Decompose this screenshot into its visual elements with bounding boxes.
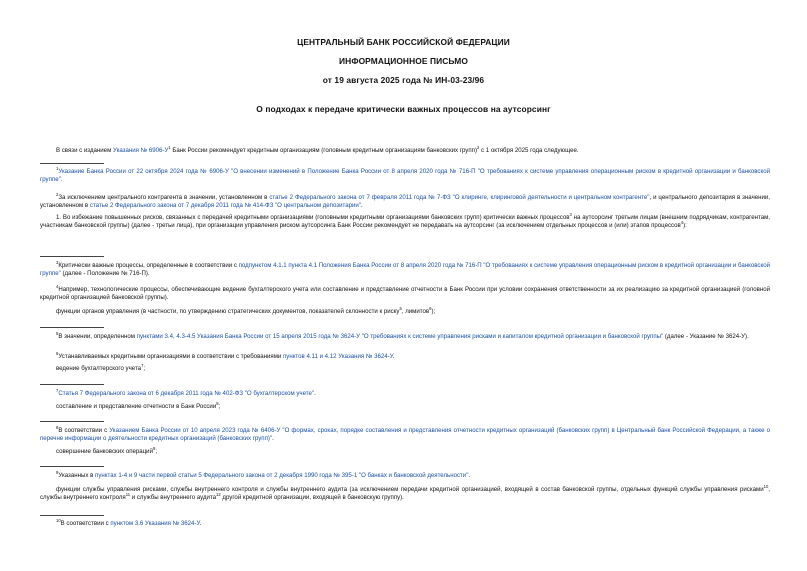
footnote-ref-2[interactable]: 2 (476, 144, 480, 150)
footnote-separator (40, 466, 104, 467)
footnote-ref-3[interactable]: 3 (569, 211, 572, 217)
footnote-separator (40, 163, 104, 164)
footnote-ref-12[interactable]: 12 (216, 491, 221, 497)
item-reporting-paragraph: составление и представление отчетности в Банк России$^8$; (56, 400, 221, 410)
footnote-separator (40, 515, 104, 516)
footnote-ref-1[interactable]: 1 (168, 144, 171, 150)
footnote-6: $^6$Устанавливаемых кредитными организациями в соответствии с требованиями пунктов 4.11 и 4.12 Указания № 3624-У. (56, 350, 395, 360)
footnote-8-link[interactable]: Указанием Банка России от 10 апреля 2023 года № 6406-У "О формах, сроках, порядке составления и представления отчетности кредитных организаций (банковских групп) в Центральный банк Российской Федерации, а также о перечне информации о деятельности кредитных организаций (банковских групп)" (40, 427, 770, 442)
footnote-ref-8[interactable]: 8 (216, 400, 219, 406)
footnote-ref-10[interactable]: 10 (763, 483, 769, 489)
footnote-ref-5[interactable]: 5 (399, 305, 402, 311)
footnote-6-link[interactable]: пунктов 4.11 и 4.12 Указания № 3624-У (282, 353, 393, 360)
footnote-ref-7[interactable]: 7 (141, 362, 144, 368)
footnote-5: $^5$В значении, определенном пунктами 3.4, 4.3-4.5 Указания Банка России от 15 апреля 2015 года № 3624-У "О требованиях к системе управления рисками и капиталом кредитной организации и банковской группы" (далее - Указание № 3624-У). (56, 330, 749, 340)
footnote-9-link[interactable]: пунктах 1-4 и 9 части первой статьи 5 Федерального закона от 2 декабря 1990 года № 395-1 "О банках и банковской деятельности" (95, 472, 469, 479)
footnote-9: $^9$Указанных в пунктах 1-4 и 9 части первой статьи 5 Федерального закона от 2 декабря 1990 года № 395-1 "О банках и банковской деятельности". (56, 469, 471, 479)
doc-type: ИНФОРМАЦИОННОЕ ПИСЬМО (339, 56, 468, 66)
footnote-10: $^{10}$В соответствии с пунктом 3.6 Указания № 3624-У. (56, 517, 202, 527)
footnote-7: $^7$Статья 7 Федерального закона от 6 декабря 2011 года № 402-ФЗ "О бухгалтерском учете". (56, 387, 316, 397)
footnote-2: $^2$За исключением центрального контрагента в значении, установленном в статье 2 Федерального закона от 7 февраля 2011 года № 7-ФЗ "О клиринге, клиринговой деятельности и центральном контрагенте", и центрального депозитария в значении, установленном в статье 2 Федерального закона от 7 декабря 2011 года № 414-ФЗ "О центральном депозитарии". (40, 191, 770, 209)
footnote-ref-11[interactable]: 11 (125, 491, 131, 497)
footnote-separator (40, 384, 104, 385)
footnote-3-link[interactable]: подпунктом 4.1.1 пункта 4.1 Положения Банка России от 8 апреля 2020 года № 716-П "О требованиях к системе управления операционным риском в кредитной организации и банковской группе" (40, 262, 770, 277)
footnote-2-link-1[interactable]: статье 2 Федерального закона от 7 февраля 2011 года № 7-ФЗ "О клиринге, клиринговой деятельности и центральном контрагенте" (269, 194, 650, 201)
footnote-ref-9[interactable]: 9 (153, 445, 156, 451)
item-1-paragraph: 1. Во избежание повышенных рисков, связанных с передачей кредитными организациями (головными кредитными организациями банковских групп) критически важных процессов$^3$ на аутсорсинг третьим лицам (внешним подрядчикам, контрагентам, участникам банковской группы) (далее - третьи лица), при организации управления риском аутсорсинга Банк России рекомендует не передавать на аутсорсинг (за исключением отдельных процессов и (или) этапов процессов$^4$): (40, 211, 770, 229)
footnote-1: $^1$Указание Банка России от 22 октября 2024 года № 6906-У "О внесении изменений в Положение Банка России от 8 апреля 2020 года № 716-П "О требованиях к системе управления операционным риском в кредитной организации и банковской группе". (40, 165, 770, 183)
item-operations-paragraph: совершение банковских операций$^9$; (56, 445, 158, 455)
footnote-ref-4[interactable]: 4 (680, 219, 684, 225)
item-functions-paragraph: функции органов управления (в частности, по утверждению стратегических документов, показателей склонности к риску$^5$, лимитов$^6$); (56, 305, 436, 315)
doc-date: от 19 августа 2025 года № ИН-03-23/96 (322, 75, 485, 85)
footnote-7-link[interactable]: Статья 7 Федерального закона от 6 декабря 2011 года № 402-ФЗ "О бухгалтерском учете" (58, 390, 315, 397)
item-risk-paragraph: функции службы управления рисками, службы внутреннего контроля и службы внутреннего аудита (за исключением передачи кредитной организацией, входящей в состав банковской группы, отдельных функций службы управления рисками$^{10}$, службы внутреннего контроля$^{11}$ и службы внутреннего аудита$^{12}$ другой кредитной организации, входящей в банковскую группу). (40, 483, 770, 501)
footnote-separator (40, 421, 104, 422)
intro-paragraph: В связи с изданием Указания № $6906-У^1$ Банк России рекомендует кредитным организациям (головным кредитным организациям банковских групп)$^2$ с 1 октября 2025 года следующее. (56, 144, 579, 154)
footnote-3: $^3$Критически важные процессы, определенные в соответствии с подпунктом 4.1.1 пункта 4.1 Положения Банка России от 8 апреля 2020 года № 716-П "О требованиях к системе управления операционным риском в кредитной организации и банковской группе" (далее - Положение № 716-П). (40, 259, 770, 277)
org-title: ЦЕНТРАЛЬНЫЙ БАНК РОССИЙСКОЙ ФЕДЕРАЦИИ (297, 37, 510, 47)
footnote-separator (40, 327, 104, 328)
item-accounting-paragraph: ведение бухгалтерского учета$^7$; (56, 362, 146, 372)
footnote-2-link-2[interactable]: статье 2 Федерального закона от 7 декабря 2011 года № 414-ФЗ "О центральном депозитарии" (89, 202, 361, 209)
footnote-1-link[interactable]: Указание Банка России от 22 октября 2024 года № 6906-У "О внесении изменений в Положение Банка России от 8 апреля 2020 года № 716-П "О требованиях к системе управления операционным риском в кредитной организации и банковской группе". (40, 168, 770, 183)
doc-subject: О подходах к передаче критически важных процессов на аутсорсинг (256, 104, 551, 114)
link-ukazanie-6906[interactable]: Указания № 6906-У (112, 147, 169, 154)
footnote-ref-6[interactable]: 6 (429, 305, 432, 311)
footnote-separator (40, 256, 104, 257)
footnote-5-link[interactable]: пунктами 3.4, 4.3-4.5 Указания Банка России от 15 апреля 2015 года № 3624-У "О требованиях к системе управления рисками и капиталом кредитной организации и банковской группы" (136, 333, 664, 340)
footnote-10-link[interactable]: пунктом 3.6 Указания № 3624-У (110, 520, 200, 527)
footnote-8: $^8$В соответствии с Указанием Банка России от 10 апреля 2023 года № 6406-У "О формах, сроках, порядке составления и представления отчетности кредитных организаций (банковских групп) в Центральный банк Российской Федерации, а также о перечне информации о деятельности кредитных организаций (банковских групп)". (40, 424, 770, 442)
footnote-4: $^4$Например, технологические процессы, обеспечивающие ведение бухгалтерского учета или составление и представление отчетности в Банк России при условии сохранения ответственности за их реализацию за кредитной организацией (головной кредитной организацией банковской группы). (40, 283, 770, 301)
